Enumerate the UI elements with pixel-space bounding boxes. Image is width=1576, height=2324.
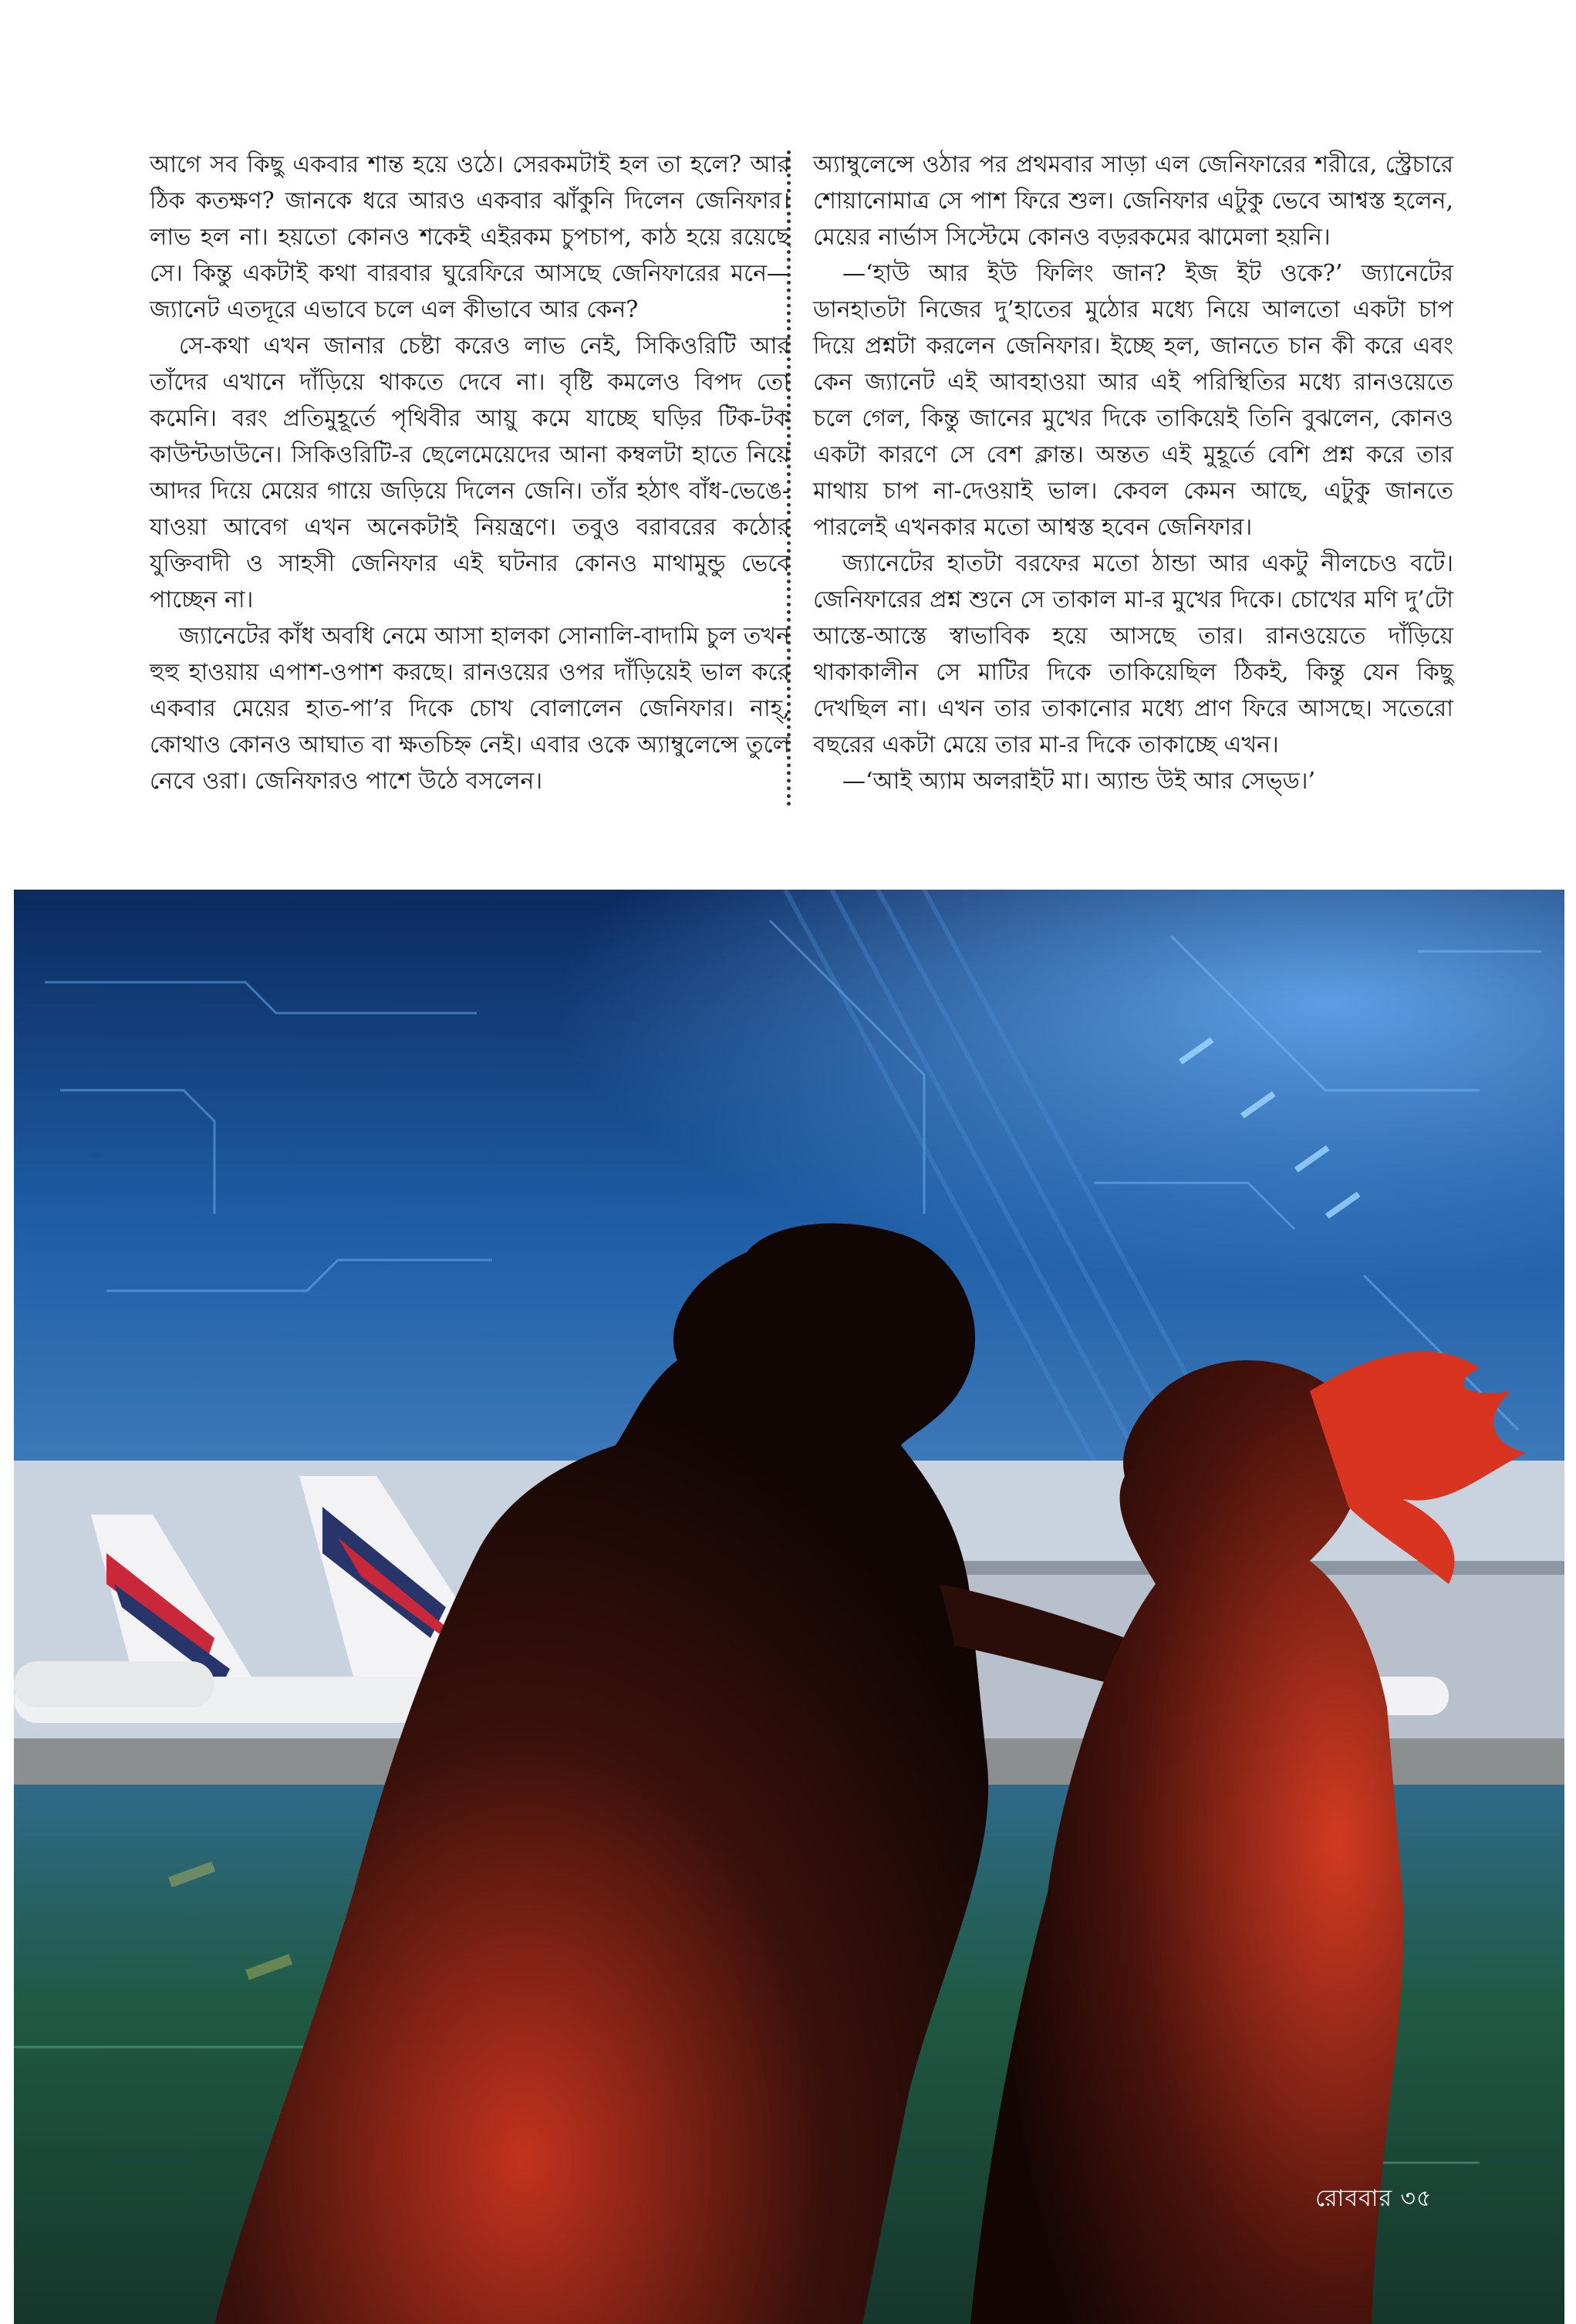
story-illustration [14,890,1564,2324]
paragraph: জ্যানেটের হাতটা বরফের মতো ঠান্ডা আর একটু নীলচেও বটে। জেনিফারের প্রশ্ন শুনে সে তাকাল মা-র মুখের দিকে। চোখের মণি দু’টো আস্তে-আস্তে স্বাভাবিক হয়ে আসছে তার। রানওয়েতে দাঁড়িয়ে থাকাকালীন সে মাটির দিকে তাকিয়েছিল ঠিকই, কিন্তু যেন কিছু দেখছিল না। এখন তার তাকানোর মধ্যে প্রাণ ফিরে আসছে। সতেরো বছরের একটা মেয়ে তার মা-র দিকে তাকাচ্ছে এখন। [813,550,1453,758]
paragraph: অ্যাম্বুলেন্সে ওঠার পর প্রথমবার সাড়া এল জেনিফারের শরীরে, স্ট্রেচারে শোয়ানোমাত্র সে পাশ ফিরে শুল। জেনিফার এটুকু ভেবে আশ্বস্ত হলেন, মেয়ের নার্ভাস সিস্টেমে কোনও বড়রকমের ঝামেলা হয়নি। [813,151,1453,251]
column-divider [787,150,791,806]
text-column-right [813,147,1453,799]
paragraph: আগে সব কিছু একবার শান্ত হয়ে ওঠে। সেরকমটাই হল তা হলে? আর ঠিক কতক্ষণ? জানকে ধরে আরও একবার ঝাঁকুনি দিলেন জেনিফার। লাভ হল না। হয়তো কোনও শকেই এইরকম চুপচাপ, কাঠ হয়ে রয়েছে সে। কিন্তু একটাই কথা বারবার ঘুরেফিরে আসছে জেনিফারের মনে—জ্যানেট এতদূরে এভাবে চলে এল কীভাবে আর কেন? [150,151,790,323]
text-column-left [150,147,790,799]
paragraph: —‘হাউ আর ইউ ফিলিং জান? ইজ ইট ওকে?’ জ্যানেটের ডানহাতটা নিজের দু’হাতের মুঠোর মধ্যে নিয়ে আলতো একটা চাপ দিয়ে প্রশ্নটা করলেন জেনিফার। ইচ্ছে হল, জানতে চান কী করে এবং কেন জ্যানেট এই আবহাওয়া আর এই পরিস্থিতির মধ্যে রানওয়েতে চলে গেল, কিন্তু জানের মুখের দিকে তাকিয়েই তিনি বুঝলেন, কোনও একটা কারণে সে বেশ ক্লান্ত। অন্তত এই মুহূর্তে বেশি প্রশ্ন করে তার মাথায় চাপ না-দেওয়াই ভাল। কেবল কেমন আছে, এটুকু জানতে পারলেই এখনকার মতো আশ্বস্ত হবেন জেনিফার। [813,260,1453,541]
paragraph: —‘আই অ্যাম অলরাইট মা। অ্যান্ড উই আর সেভ্ড।’ [842,768,1315,795]
page-folio: রোববার ৩৫ [1315,2185,1433,2212]
paragraph: সে-কথা এখন জানার চেষ্টা করেও লাভ নেই, সিকিওরিটি আর তাঁদের এখানে দাঁড়িয়ে থাকতে দেবে না। বৃষ্টি কমলেও বিপদ তো কমেনি। বরং প্রতিমুহূর্তে পৃথিবীর আয়ু কমে যাচ্ছে ঘড়ির টিক-টক কাউন্টডাউনে। সিকিওরিটি-র ছেলেমেয়েদের আনা কম্বলটা হাতে নিয়ে আদর দিয়ে মেয়ের গায়ে জড়িয়ে দিলেন জেনি। তাঁর হঠাৎ বাঁধ-ভেঙে-যাওয়া আবেগ এখন অনেকটাই নিয়ন্ত্রণে। তবুও বরাবরের কঠোর যুক্তিবাদী ও সাহসী জেনিফার এই ঘটনার কোনও মাথামুন্ডু ভেবে পাচ্ছেন না। [150,333,790,613]
paragraph: জ্যানেটের কাঁধ অবধি নেমে আসা হালকা সোনালি-বাদামি চুল তখন হুহু হাওয়ায় এপাশ-ওপাশ করছে। রানওয়ের ওপর দাঁড়িয়েই ভাল করে একবার মেয়ের হাত-পা’র দিকে চোখ বোলালেন জেনিফার। নাহ্, কোথাও কোনও আঘাত বা ক্ষতচিহ্ন নেই। এবার ওকে অ্যাম্বুলেন্সে তুলে নেবে ওরা। জেনিফারও পাশে উঠে বসলেন। [150,623,790,795]
